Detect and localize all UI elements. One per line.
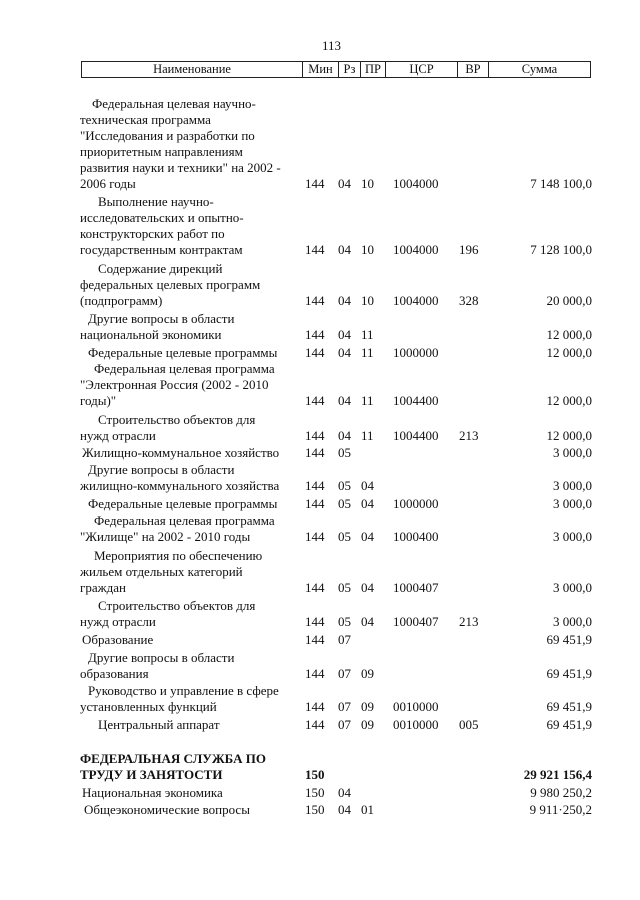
cell-min: 144 [305,699,325,714]
cell-rz: 05 [338,496,351,511]
cell-rz: 04 [338,428,351,443]
row-name-line: образования [80,666,149,681]
cell-min: 144 [305,242,325,257]
cell-pr: 01 [361,802,374,817]
row-name-line: развития науки и техники" на 2002 - [80,160,281,175]
cell-sum: 12 000,0 [546,345,592,360]
cell-sum: 3 000,0 [553,529,592,544]
row-name-line: годы)" [80,393,117,408]
cell-pr: 11 [361,327,374,342]
header-sum: Сумма [488,62,590,77]
cell-pr: 11 [361,428,374,443]
row-name-line: "Электронная Россия (2002 - 2010 [80,377,269,392]
cell-min: 144 [305,666,325,681]
row-name-line: Другие вопросы в области [88,650,235,665]
cell-sum: 20 000,0 [546,293,592,308]
cell-sum: 29 921 156,4 [523,767,592,782]
cell-pr: 11 [361,345,374,360]
row-name-line: "Исследования и разработки по [80,128,255,143]
cell-min: 144 [305,632,325,647]
row-name-line: Центральный аппарат [98,717,220,732]
cell-min: 144 [305,345,325,360]
row-name [80,513,292,545]
row-name-line: 2006 годы [80,176,136,191]
row-name [80,683,292,715]
row-name-line: установленных функций [80,699,217,714]
cell-csr: 1004000 [393,176,439,191]
cell-csr: 1004000 [393,293,439,308]
row-name-line: приоритетным направлениям [80,144,243,159]
cell-sum: 12 000,0 [546,393,592,408]
row-name [80,650,292,682]
row-name-line: "Жилище" на 2002 - 2010 годы [80,529,251,544]
row-name-line: Выполнение научно- [98,194,214,209]
cell-vr: 213 [459,614,479,629]
row-name [80,194,292,258]
row-name-line: Жилищно-коммунальное хозяйство [82,445,280,460]
cell-min: 144 [305,580,325,595]
cell-csr: 1004400 [393,428,439,443]
cell-pr: 04 [361,478,374,493]
cell-pr: 10 [361,293,374,308]
row-name-line: Руководство и управление в сфере [88,683,279,698]
header-vr: ВР [457,62,488,77]
cell-pr: 10 [361,242,374,257]
row-name [80,598,292,630]
header-rz: Рз [338,62,360,77]
row-name [80,496,292,512]
cell-rz: 04 [338,242,351,257]
row-name [80,261,292,309]
cell-sum: 3 000,0 [553,478,592,493]
cell-sum: 69 451,9 [546,632,592,647]
cell-csr: 1000400 [393,529,439,544]
row-name [80,445,292,461]
row-name-line: Строительство объектов для [98,598,256,613]
cell-csr: 1000407 [393,614,439,629]
row-name [80,96,292,192]
cell-pr: 04 [361,496,374,511]
cell-min: 150 [305,767,325,782]
cell-min: 144 [305,529,325,544]
cell-rz: 07 [338,717,351,732]
cell-rz: 07 [338,632,351,647]
row-name-line: нужд отрасли [80,428,156,443]
header-csr: ЦСР [385,62,457,77]
cell-sum: 7 128 100,0 [530,242,592,257]
cell-min: 144 [305,428,325,443]
cell-sum: 69 451,9 [546,666,592,681]
cell-vr: 328 [459,293,479,308]
cell-pr: 04 [361,580,374,595]
cell-min: 150 [305,802,325,817]
row-name-line: конструкторских работ по [80,226,225,241]
cell-rz: 04 [338,785,351,800]
row-name [80,632,292,648]
cell-pr: 09 [361,699,374,714]
cell-sum: 7 148 100,0 [530,176,592,191]
cell-csr: 1000000 [393,345,439,360]
cell-pr: 09 [361,717,374,732]
row-name-line: жилищно-коммунального хозяйства [80,478,280,493]
row-name-line: Строительство объектов для [98,412,256,427]
cell-min: 144 [305,445,325,460]
row-name [80,462,292,494]
cell-min: 144 [305,496,325,511]
row-name-line: Содержание дирекций [98,261,223,276]
cell-rz: 04 [338,176,351,191]
row-name [80,802,292,818]
cell-rz: 04 [338,393,351,408]
cell-pr: 04 [361,529,374,544]
row-name [80,785,292,801]
row-name [80,311,292,343]
cell-min: 144 [305,176,325,191]
row-name-line: Национальная экономика [82,785,223,800]
table-header [81,61,591,78]
row-name [80,717,292,733]
page-number: 113 [322,38,342,53]
row-name [80,548,292,596]
cell-rz: 07 [338,699,351,714]
cell-min: 144 [305,478,325,493]
row-name-line: нужд отрасли [80,614,156,629]
cell-csr: 0010000 [393,699,439,714]
row-name-line: государственным контрактам [80,242,243,257]
row-name-line: Общеэкономические вопросы [84,802,250,817]
cell-vr: 196 [459,242,479,257]
row-name-line: жильем отдельных категорий [80,564,243,579]
cell-csr: 1004000 [393,242,439,257]
cell-csr: 1000407 [393,580,439,595]
row-name [80,751,292,783]
cell-min: 144 [305,717,325,732]
cell-vr: 005 [459,717,479,732]
cell-rz: 04 [338,293,351,308]
row-name [80,345,292,361]
cell-rz: 04 [338,327,351,342]
row-name-line: техническая программа [80,112,211,127]
cell-rz: 05 [338,445,351,460]
row-name-line: Федеральные целевые программы [88,345,278,360]
cell-csr: 0010000 [393,717,439,732]
cell-sum: 3 000,0 [553,614,592,629]
row-name-line: Федеральная целевая программа [94,361,275,376]
cell-sum: 12 000,0 [546,428,592,443]
cell-sum: 69 451,9 [546,717,592,732]
cell-vr: 213 [459,428,479,443]
row-name-line: Федеральная целевая программа [94,513,275,528]
row-name-line: Другие вопросы в области [88,311,235,326]
row-name-line: Федеральные целевые программы [88,496,278,511]
row-name-line: федеральных целевых программ [80,277,261,292]
row-name-line: национальной экономики [80,327,222,342]
cell-min: 150 [305,785,325,800]
cell-csr: 1000000 [393,496,439,511]
cell-sum: 3 000,0 [553,496,592,511]
header-name: Наименование [153,62,231,76]
cell-sum: 9 911·250,2 [529,802,592,817]
cell-sum: 69 451,9 [546,699,592,714]
cell-rz: 05 [338,580,351,595]
row-name-line: Мероприятия по обеспечению [94,548,263,563]
row-name [80,361,292,409]
cell-rz: 05 [338,478,351,493]
row-name-line: Федеральная целевая научно- [92,96,256,111]
cell-rz: 07 [338,666,351,681]
cell-min: 144 [305,614,325,629]
cell-min: 144 [305,293,325,308]
row-name-line: ФЕДЕРАЛЬНАЯ СЛУЖБА ПО [80,751,266,766]
row-name [80,412,292,444]
row-name-line: исследовательских и опытно- [80,210,244,225]
cell-rz: 05 [338,614,351,629]
cell-pr: 09 [361,666,374,681]
row-name-line: ТРУДУ И ЗАНЯТОСТИ [80,767,223,782]
cell-rz: 04 [338,345,351,360]
row-name-line: Другие вопросы в области [88,462,235,477]
cell-pr: 11 [361,393,374,408]
cell-rz: 04 [338,802,351,817]
row-name-line: граждан [80,580,126,595]
row-name-line: Образование [82,632,154,647]
cell-pr: 04 [361,614,374,629]
cell-min: 144 [305,393,325,408]
header-min: Мин [302,62,338,77]
cell-sum: 12 000,0 [546,327,592,342]
cell-sum: 3 000,0 [553,445,592,460]
cell-sum: 9 980 250,2 [530,785,592,800]
cell-csr: 1004400 [393,393,439,408]
row-name-line: (подпрограмм) [80,293,163,308]
cell-rz: 05 [338,529,351,544]
header-pr: ПР [360,62,385,77]
cell-min: 144 [305,327,325,342]
cell-pr: 10 [361,176,374,191]
cell-sum: 3 000,0 [553,580,592,595]
